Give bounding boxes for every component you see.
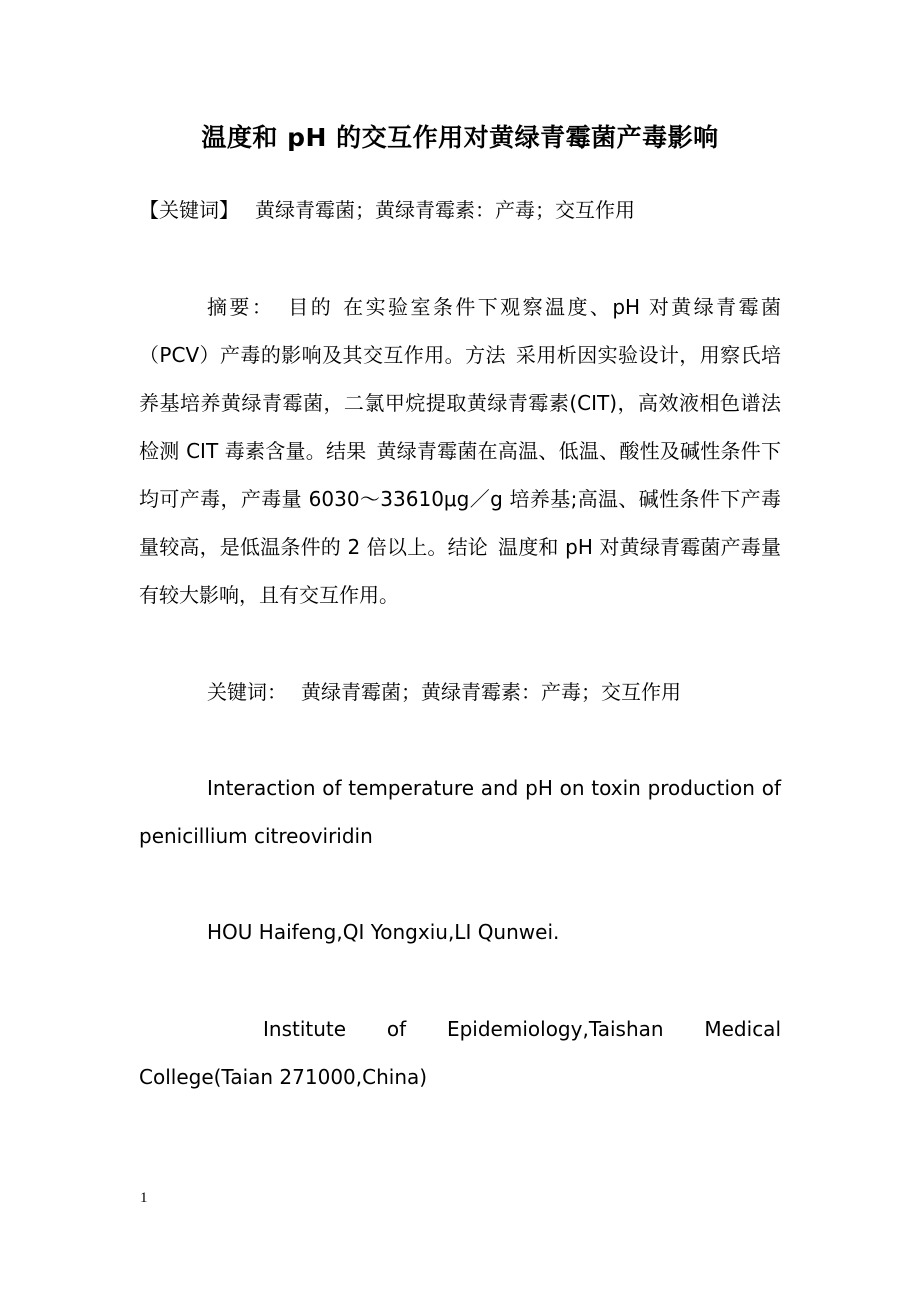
abstract-purpose-label: 目的: [288, 295, 334, 319]
abstract-conclusion-label: 结论: [447, 535, 488, 559]
abstract-paragraph: [139, 283, 781, 619]
keywords-body-label: 关键词：: [207, 680, 287, 704]
affiliation: [139, 1005, 781, 1101]
abstract-result-text: 黄绿青霉菌在高温、低温、酸性及碱性条件下均可产毒，产毒量 6030～33610μg／g 培养基;高温、碱性条件下产毒量较高，是低温条件的 2 倍以上。: [139, 439, 782, 559]
authors-line: HOU Haifeng,QI Yongxiu,LI Qunwei.: [207, 920, 560, 944]
abstract-result-label: 结果: [325, 439, 367, 463]
keywords-header-label: 【关键词】: [139, 198, 239, 222]
keywords-header-text: 黄绿青霉菌；黄绿青霉素：产毒；交互作用: [255, 198, 635, 222]
document-title: 温度和 pH 的交互作用对黄绿青霉菌产毒影响: [201, 123, 719, 152]
english-title: Interaction of temperature and pH on toxin production of penicillium citreoviridin: [139, 776, 781, 848]
abstract-label: 摘要：: [207, 295, 275, 319]
affiliation-line-2: College(Taian 271000,China): [139, 1065, 428, 1089]
abstract-method-text: 采用析因实验设计，用察氏培养基培养黄绿青霉菌，二氯甲烷提取黄绿青霉素(CIT)，高效液相色谱法检测 CIT 毒素含量。: [139, 343, 782, 463]
affiliation-word: Institute: [263, 1017, 347, 1041]
affiliation-word: Medical: [704, 1017, 781, 1041]
abstract-purpose-text: 在实验室条件下观察温度、pH 对黄绿青霉菌（PCV）产毒的影响及其交互作用。: [139, 295, 782, 367]
abstract-conclusion-text: 温度和 pH 对黄绿青霉菌产毒量有较大影响，且有交互作用。: [139, 535, 782, 607]
keywords-header: [139, 192, 635, 228]
keywords-body: [207, 668, 681, 716]
affiliation-word: of: [386, 1017, 407, 1041]
abstract-method-label: 方法: [465, 343, 506, 367]
affiliation-word: Epidemiology,Taishan: [446, 1017, 664, 1041]
affiliation-line-1: [139, 1005, 781, 1053]
page-number: 1: [140, 1190, 148, 1206]
keywords-body-text: 黄绿青霉菌；黄绿青霉素：产毒；交互作用: [301, 680, 681, 704]
